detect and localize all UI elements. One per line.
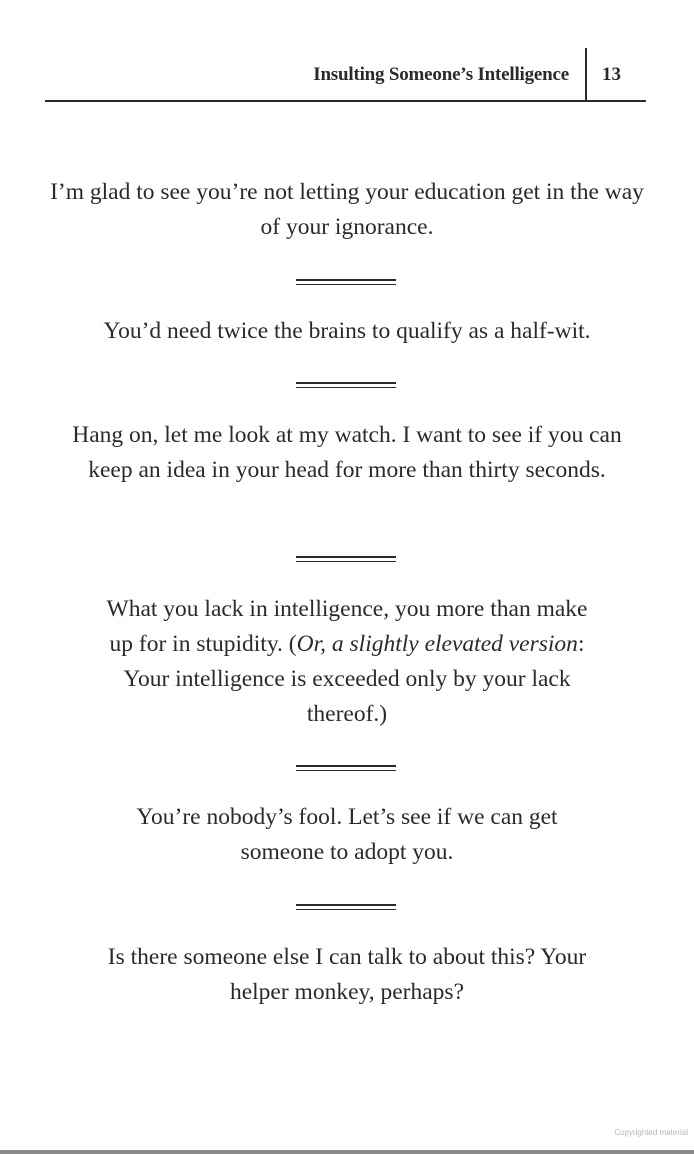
running-head <box>45 48 646 102</box>
quote-6: Is there someone else I can talk to about this? Your helper monkey, perhaps? <box>107 944 587 1005</box>
bottom-border <box>0 1150 694 1154</box>
copyright-notice: Copyrighted material <box>614 1128 688 1137</box>
separator-rule <box>296 765 396 771</box>
quote-3: Hang on, let me look at my watch. I want to see if you can keep an idea in your head for more than thirty seconds. <box>72 422 622 483</box>
quote-4-italic: Or, a slightly elevated version <box>296 631 578 657</box>
quote-1: I’m glad to see you’re not letting your education get in the way of your ignorance. <box>50 179 644 240</box>
section-title: Insulting Someone’s Intelligence <box>313 64 569 85</box>
quote-2: You’d need twice the brains to qualify as a half-wit. <box>103 318 591 344</box>
quote-4-text-start: What you lack in intelligence, you more than make up for in stupidity. ( <box>106 596 588 657</box>
separator-rule <box>296 904 396 910</box>
header-divider <box>585 48 587 100</box>
separator-rule <box>296 382 396 388</box>
quote-4 <box>92 592 602 732</box>
page-number: 13 <box>602 64 621 85</box>
separator-rule <box>296 556 396 562</box>
quote-4-text-end: : Your intelligence is exceeded only by your lack thereof.) <box>123 631 585 727</box>
separator-rule <box>296 279 396 285</box>
quote-5: You’re nobody’s fool. Let’s see if we can get someone to adopt you. <box>136 804 558 865</box>
